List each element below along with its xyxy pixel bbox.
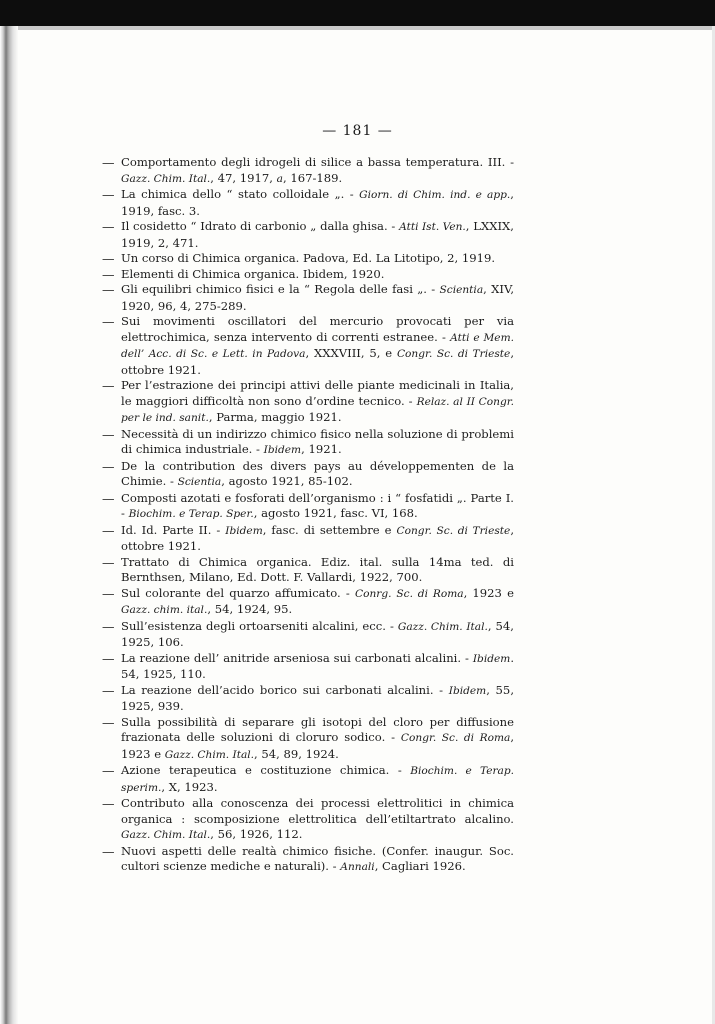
bibliography-entry bbox=[102, 683, 514, 715]
citation-source: Biochim. e Terap. Sper. bbox=[128, 508, 254, 520]
bibliography-entry bbox=[102, 715, 514, 764]
entry-text-segment: , XIV, 1920, 96, 4, 275-289. bbox=[121, 282, 515, 313]
entry-text-segment: , fasc. di settembre e bbox=[262, 522, 397, 537]
entry-text-segment: Nuovi aspetti delle realtà chimico fisiche. (Confer. inaugur. Soc. cultori scienze mediche e naturali). - bbox=[121, 843, 514, 873]
bibliography-entry bbox=[102, 155, 514, 187]
bibliography-entry bbox=[102, 427, 514, 459]
bibliography-entry bbox=[102, 187, 514, 219]
entry-text-segment: , X, 1923. bbox=[161, 779, 218, 794]
citation-source: Annali bbox=[340, 861, 375, 873]
citation-source: Gazz. Chim. Ital. bbox=[121, 172, 211, 185]
citation-source: Congr. Sc. di Roma bbox=[400, 732, 511, 744]
entry-text-segment: Azione terapeutica e costituzione chimica. - bbox=[121, 763, 411, 777]
entry-text-segment: Trattato di Chimica organica. Ediz. ital. sulla 14ma ted. di Bernthsen, Milano, Ed. Dott. F. Vallardi, 1922, 700. bbox=[121, 554, 514, 584]
entry-text-segment: , 167-189. bbox=[283, 170, 343, 185]
scan-top-shadow bbox=[0, 26, 715, 30]
citation-source: Scientia bbox=[177, 476, 222, 488]
entry-dash: — bbox=[102, 763, 115, 778]
entry-dash: — bbox=[102, 426, 115, 442]
entry-text-segment: , LXXIX, 1919, 2, 471. bbox=[121, 219, 514, 250]
entry-text bbox=[121, 619, 514, 651]
entry-text-segment: , 1923 e bbox=[121, 730, 514, 761]
entry-text bbox=[121, 459, 514, 491]
citation-source: Congr. Sc. di Trieste bbox=[396, 524, 511, 537]
entry-dash: — bbox=[102, 650, 115, 666]
entry-text-segment: Il cosidetto “ Idrato di carbonio „ dalla ghisa. - bbox=[121, 219, 400, 233]
bibliography-entry bbox=[102, 651, 514, 683]
entry-text-segment: Composti azotati e fosforati dell’organismo : i “ fosfatidi „. Parte I. - bbox=[121, 490, 514, 520]
entry-text-segment: , Cagliari 1926. bbox=[374, 859, 466, 873]
entry-text-segment: Sul colorante del quarzo affumicato. - bbox=[121, 585, 355, 600]
entry-text-segment: De la contribution des divers pays au développementen de la Chimie. - bbox=[121, 458, 514, 488]
citation-source: Atti e Mem. dell’ Acc. di Sc. e Lett. in Padova bbox=[121, 331, 514, 360]
entry-text-segment: Contributo alla conoscenza dei processi elettrolitici in chimica organica : scomposizione elettrolitica dell’etiltartrato alcalino. bbox=[121, 796, 514, 826]
entry-text-segment: , ottobre 1921. bbox=[121, 522, 514, 553]
entry-text-segment: Sui movimenti oscillatori del mercurio provocati per via elettrochimica, senza intervento di correnti estranee. - bbox=[121, 314, 514, 344]
citation-source: Gazz. Chim. Ital. bbox=[121, 829, 211, 841]
bibliography-entry bbox=[102, 555, 514, 586]
bibliography-entry bbox=[102, 314, 514, 378]
entry-dash: — bbox=[102, 266, 115, 282]
citation-source: Ibidem bbox=[225, 524, 263, 537]
bibliography-entry bbox=[102, 378, 514, 427]
entry-text bbox=[121, 555, 514, 586]
entry-text bbox=[121, 219, 514, 251]
entry-text bbox=[121, 796, 514, 844]
entry-text-segment: La reazione dell’ anitride arseniosa sui carbonati alcalini. - bbox=[121, 650, 473, 665]
entry-text-segment: Sulla possibilità di separare gli isotopi del cloro per diffusione frazionata delle soluzioni di cloruro sodico. - bbox=[121, 714, 514, 744]
entry-text-segment: Comportamento degli idrogeli di silice a bassa temperatura. III. - bbox=[121, 155, 514, 169]
entry-text-segment: Id. Id. Parte II. - bbox=[121, 522, 226, 537]
entry-dash: — bbox=[102, 796, 115, 811]
entry-text-segment: La reazione dell’acido borico sui carbonati alcalini. - bbox=[121, 682, 449, 697]
bibliography-entry bbox=[102, 796, 514, 844]
bibliography-entry bbox=[102, 619, 514, 651]
entry-text-segment: , 1923 e bbox=[463, 585, 514, 600]
entry-dash: — bbox=[102, 458, 115, 474]
entry-text-segment: , 1919, fasc. 3. bbox=[121, 187, 514, 218]
entry-text bbox=[121, 155, 514, 187]
bibliography-entry bbox=[102, 219, 514, 251]
entry-text bbox=[121, 491, 514, 523]
entry-text-segment: La chimica dello “ stato colloidale „. - bbox=[121, 187, 360, 201]
entry-text-segment: , 47, 1917, bbox=[210, 170, 277, 185]
entry-dash: — bbox=[102, 682, 115, 698]
citation-source: Biochim. e Terap. sperim. bbox=[121, 765, 515, 794]
entry-dash: — bbox=[102, 282, 115, 297]
citation-source: a bbox=[276, 172, 283, 185]
entry-text-segment: , 55, 1925, 939. bbox=[121, 682, 514, 713]
bibliography-list bbox=[102, 155, 514, 876]
entry-text-segment: Un corso di Chimica organica. Padova, Ed. La Litotipo, 2, 1919. bbox=[121, 251, 496, 265]
entry-text-segment: . 54, 1925, 110. bbox=[121, 650, 514, 681]
entry-dash: — bbox=[102, 522, 115, 538]
entry-dash: — bbox=[102, 314, 115, 329]
citation-source: Gazz. Chim. Ital. bbox=[397, 620, 488, 633]
entry-dash: — bbox=[102, 187, 115, 202]
citation-source: Ibidem bbox=[472, 652, 511, 665]
entry-dash: — bbox=[102, 618, 115, 634]
entry-text bbox=[121, 523, 514, 555]
entry-text bbox=[121, 586, 514, 619]
citation-source: Scientia bbox=[439, 284, 484, 296]
citation-source: Gazz. chim. ital. bbox=[121, 604, 208, 616]
entry-text-segment: , 54, 1925, 106. bbox=[121, 618, 514, 649]
entry-text bbox=[121, 683, 514, 715]
bibliography-entry bbox=[102, 844, 514, 876]
citation-source: Ibidem bbox=[263, 444, 302, 456]
entry-dash: — bbox=[102, 490, 115, 506]
page-number: — 181 — bbox=[322, 123, 393, 139]
entry-text-segment: , 1921. bbox=[301, 442, 342, 456]
entry-text bbox=[121, 282, 514, 314]
bibliography-entry bbox=[102, 267, 514, 283]
entry-text-segment: , agosto 1921, fasc. VI, 168. bbox=[253, 506, 418, 520]
book-spine-edge bbox=[0, 26, 18, 1024]
entry-text bbox=[121, 763, 514, 796]
entry-dash: — bbox=[102, 155, 115, 170]
entry-dash: — bbox=[102, 714, 115, 730]
bibliography-entry bbox=[102, 282, 514, 314]
entry-text bbox=[121, 251, 514, 267]
entry-text-segment: Elementi di Chimica organica. Ibidem, 1920. bbox=[121, 266, 385, 281]
bibliography-entry bbox=[102, 763, 514, 796]
citation-source: Gazz. Chim. Ital. bbox=[164, 748, 255, 761]
entry-dash: — bbox=[102, 843, 115, 859]
entry-text bbox=[121, 378, 514, 427]
bibliography-entry bbox=[102, 251, 514, 267]
entry-text-segment: , ottobre 1921. bbox=[121, 346, 514, 377]
bibliography-entry bbox=[102, 523, 514, 555]
citation-source: Relaz. al II Congr. per le ind. sanit. bbox=[121, 395, 514, 424]
citation-source: Giorn. di Chim. ind. e app. bbox=[359, 189, 511, 201]
entry-text-segment: Gli equilibri chimico fisici e la “ Regola delle fasi „. - bbox=[121, 282, 440, 296]
entry-dash: — bbox=[102, 219, 115, 234]
entry-text-segment: , agosto 1921, 85-102. bbox=[221, 474, 353, 488]
bibliography-entry bbox=[102, 491, 514, 523]
entry-text-segment: , XXXVIII, 5, e bbox=[305, 346, 397, 360]
entry-text-segment: , 54, 89, 1924. bbox=[254, 746, 339, 761]
scan-top-bar bbox=[0, 0, 715, 26]
entry-text-segment: Necessità di un indirizzo chimico fisico nella soluzione di problemi di chimica industriale. - bbox=[121, 426, 514, 456]
entry-dash: — bbox=[102, 251, 115, 266]
entry-text bbox=[121, 715, 514, 764]
entry-text bbox=[121, 314, 514, 378]
entry-text bbox=[121, 427, 514, 459]
entry-text-segment: , 56, 1926, 112. bbox=[210, 827, 303, 841]
entry-text bbox=[121, 651, 514, 683]
entry-text-segment: , Parma, maggio 1921. bbox=[208, 410, 342, 424]
entry-text bbox=[121, 844, 514, 876]
entry-text-segment: Per l’estrazione dei principi attivi delle piante medicinali in Italia, le maggiori difficoltà non sono d’ordine tecnico. - bbox=[121, 378, 514, 408]
citation-source: Congr. Sc. di Trieste bbox=[396, 348, 511, 360]
bibliography-entry bbox=[102, 586, 514, 619]
entry-text-segment: , 54, 1924, 95. bbox=[207, 602, 293, 616]
entry-dash: — bbox=[102, 585, 115, 601]
bibliography-entry bbox=[102, 459, 514, 491]
entry-dash: — bbox=[102, 554, 115, 570]
entry-text-segment: Sull’esistenza degli ortoarseniti alcalini, ecc. - bbox=[121, 618, 398, 633]
citation-source: Atti Ist. Ven. bbox=[399, 221, 466, 233]
citation-source: Ibidem bbox=[448, 684, 487, 697]
entry-text bbox=[121, 267, 514, 283]
citation-source: Conrg. Sc. di Roma bbox=[355, 587, 464, 600]
entry-dash: — bbox=[102, 378, 115, 393]
entry-text bbox=[121, 187, 514, 219]
